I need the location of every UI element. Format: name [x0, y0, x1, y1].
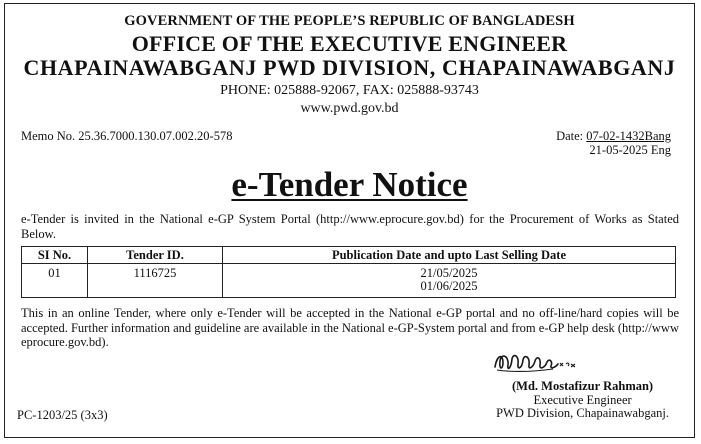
memo-number: Memo No. 25.36.7000.130.07.002.20-578 [21, 129, 233, 143]
col-header-tender-id: Tender ID. [88, 247, 223, 264]
tender-table [21, 246, 676, 298]
col-header-publication-date: Publication Date and upto Last Selling Date [223, 247, 676, 264]
date-block [556, 129, 671, 157]
date-label: Date: [556, 129, 587, 143]
notice-title: e-Tender Notice [231, 165, 468, 204]
tender-notice-page [4, 3, 695, 438]
bangla-date: 07-02-1432Bang [586, 129, 671, 143]
terms-paragraph: This in an online Tender, where only e-Tender will be accepted in the National e-GP portal and no off-line/hard copies will be accepted. Further information and guideline are available in the National e-GP-System portal and from e-GP help desk (http://www eprocure.gov.bd). [21, 306, 679, 349]
cell-dates [223, 264, 676, 298]
signatory-office: PWD Division, Chapainawabganj. [496, 406, 669, 420]
signatory-designation: Executive Engineer [533, 392, 632, 407]
website-link: www.pwd.gov.bd [300, 101, 399, 116]
table-header-row [22, 247, 676, 264]
division-heading: CHAPAINAWABGANJ PWD DIVISION, CHAPAINAWABGANJ [23, 55, 676, 80]
col-header-si: SI No. [22, 247, 88, 264]
signatory-block [496, 380, 669, 421]
signature-image [491, 349, 581, 375]
intro-paragraph: e-Tender is invited in the National e-GP System Portal (http://www.eprocure.gov.bd) for the Procurement of Works as Stated Below. [21, 212, 679, 241]
government-heading: GOVERNMENT OF THE PEOPLE’S REPUBLIC OF BANGLADESH [124, 13, 575, 29]
footer-code: PC-1203/25 (3x3) [17, 408, 108, 422]
contact-phone-fax: PHONE: 025888-92067, FAX: 025888-93743 [220, 83, 479, 98]
cell-si: 01 [22, 264, 88, 298]
publication-date: 21/05/2025 [420, 266, 478, 280]
signatory-name: (Md. Mostafizur Rahman) [512, 379, 654, 393]
cell-tender-id: 1116725 [88, 264, 223, 298]
table-row [22, 264, 676, 298]
english-date: 21-05-2025 Eng [589, 143, 671, 157]
office-heading: OFFICE OF THE EXECUTIVE ENGINEER [131, 31, 568, 56]
last-selling-date: 01/06/2025 [420, 279, 478, 293]
